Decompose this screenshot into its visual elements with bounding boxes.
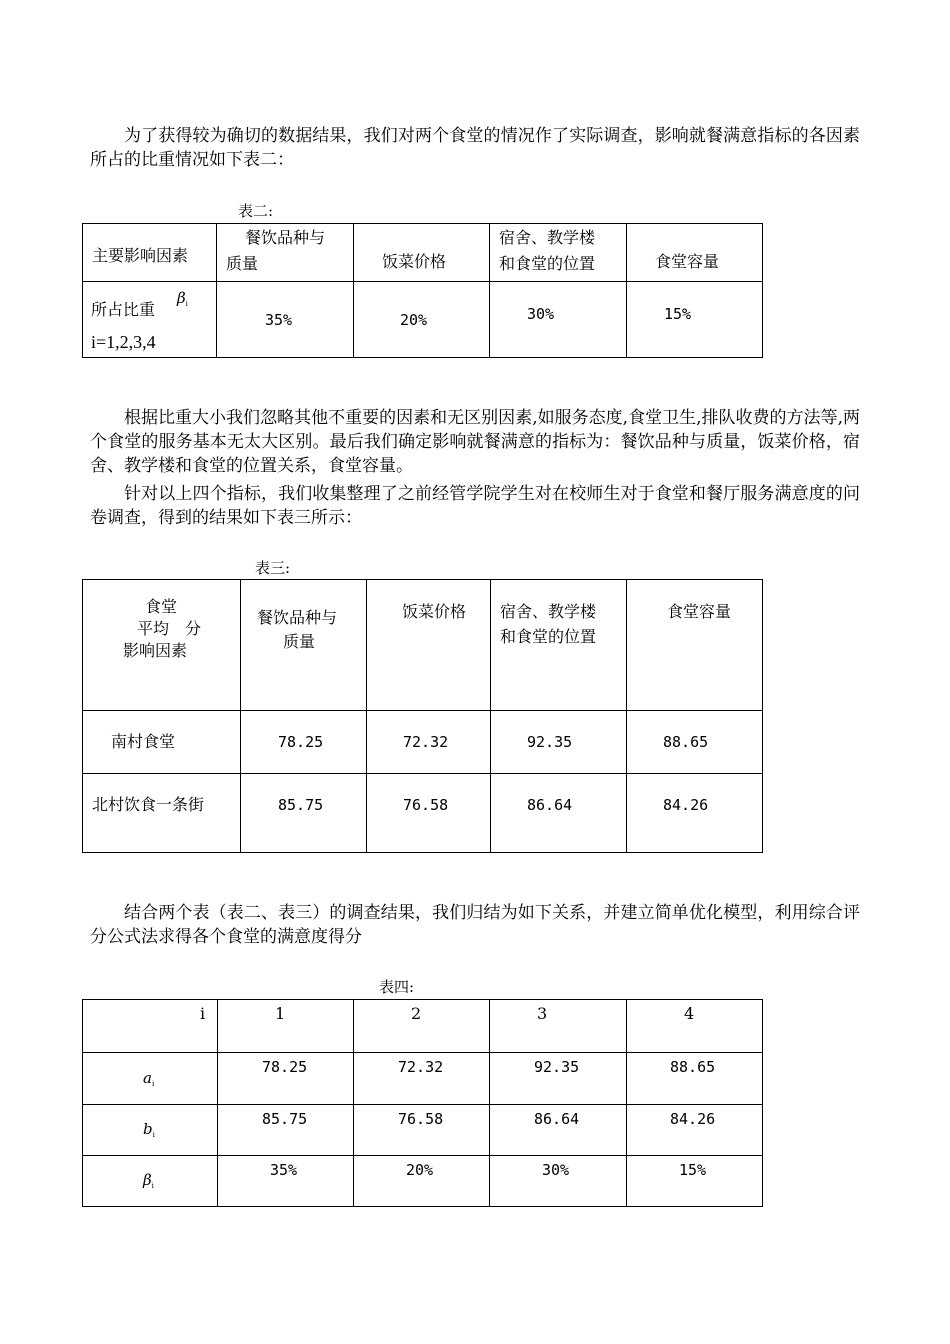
table4-index-header: i <box>83 1000 218 1053</box>
table4-value-cell: 92.35 <box>490 1053 627 1105</box>
table2-header-cell: 饭菜价格 <box>354 224 490 282</box>
table4-value-cell: 85.75 <box>218 1105 354 1156</box>
table-row <box>83 1156 763 1207</box>
table3-header-cell: 饭菜价格 <box>367 580 491 711</box>
table4-value-cell: 15% <box>627 1156 763 1207</box>
table4-symbol-cell <box>83 1156 218 1207</box>
table2-header-cell: 餐饮品种与 质量 <box>217 224 354 282</box>
table2-row-header: 主要影响因素 <box>83 224 217 282</box>
table3-row-name: 北村饮食一条街 <box>83 774 241 853</box>
table-row <box>83 774 763 853</box>
table2-header-cell: 食堂容量 <box>627 224 763 282</box>
table4-symbol-cell <box>83 1105 218 1156</box>
table2-weight-label-cell: 所占比重 $\beta_i$ i=1,2,3,4 <box>83 282 217 358</box>
table3-corner-cell: 食堂 平均 分 影响因素 <box>83 580 241 711</box>
model-paragraph: 结合两个表（表二、表三）的调查结果，我们归结为如下关系，并建立简单优化模型，利用综合评分公式法求得各个食堂的满意度得分 <box>90 903 860 947</box>
table4-symbol-cell <box>83 1053 218 1105</box>
table3-value-cell: 86.64 <box>491 774 627 853</box>
table3-row-name: 南村食堂 <box>83 711 241 774</box>
table4-caption: 表四: <box>379 978 415 996</box>
table4-index-cell: 4 <box>627 1000 763 1053</box>
table-row <box>83 1105 763 1156</box>
table3-value-cell: 76.58 <box>367 774 491 853</box>
table2-value-cell: 30% <box>490 282 627 358</box>
intro-paragraph: 为了获得较为确切的数据结果，我们对两个食堂的情况作了实际调查，影响就餐满意指标的各因素所占的比重情况如下表二： <box>90 126 860 170</box>
beta-symbol: $\beta_i$ <box>177 289 188 308</box>
table4-index-cell: 3 <box>490 1000 627 1053</box>
table3-header-cell: 餐饮品种与 质量 <box>241 580 367 711</box>
table4-value-cell: 86.64 <box>490 1105 627 1156</box>
table3 <box>82 579 763 853</box>
table4 <box>82 999 763 1207</box>
table3-caption: 表三: <box>255 559 291 577</box>
table3-header-cell: 食堂容量 <box>627 580 763 711</box>
table3-value-cell: 88.65 <box>627 711 763 774</box>
table3-value-cell: 72.32 <box>367 711 491 774</box>
table3-value-cell: 84.26 <box>627 774 763 853</box>
table4-value-cell: 84.26 <box>627 1105 763 1156</box>
table4-value-cell: 76.58 <box>354 1105 490 1156</box>
table2-value-cell: 15% <box>627 282 763 358</box>
table3-value-cell: 92.35 <box>491 711 627 774</box>
table4-index-cell: 1 <box>218 1000 354 1053</box>
table4-value-cell: 88.65 <box>627 1053 763 1105</box>
table-row <box>83 711 763 774</box>
table4-value-cell: 30% <box>490 1156 627 1207</box>
table3-value-cell: 85.75 <box>241 774 367 853</box>
survey-paragraph: 针对以上四个指标，我们收集整理了之前经管学院学生对在校师生对于食堂和餐厅服务满意度的问卷调查，得到的结果如下表三所示： <box>90 484 860 528</box>
selection-paragraph: 根据比重大小我们忽略其他不重要的因素和无区别因素,如服务态度,食堂卫生,排队收费的方法等,两个食堂的服务基本无太大区别。最后我们确定影响就餐满意的指标为：餐饮品种与质量，饭菜价格，宿舍、教学楼和食堂的位置关系，食堂容量。 <box>90 408 860 476</box>
table2 <box>82 223 763 358</box>
table3-header-cell: 宿舍、教学楼 和食堂的位置 <box>491 580 627 711</box>
table-row <box>83 1053 763 1105</box>
table4-value-cell: 78.25 <box>218 1053 354 1105</box>
a-symbol: $a_i$ <box>143 1069 155 1088</box>
table4-value-cell: 72.32 <box>354 1053 490 1105</box>
table2-header-cell: 宿舍、教学楼 和食堂的位置 <box>490 224 627 282</box>
table2-value-cell: 35% <box>217 282 354 358</box>
table3-value-cell: 78.25 <box>241 711 367 774</box>
table4-value-cell: 35% <box>218 1156 354 1207</box>
table2-value-cell: 20% <box>354 282 490 358</box>
b-symbol: $b_i$ <box>143 1120 155 1139</box>
table2-caption: 表二: <box>238 202 274 220</box>
beta-symbol: $\beta_i$ <box>143 1171 154 1190</box>
table4-index-cell: 2 <box>354 1000 490 1053</box>
table4-value-cell: 20% <box>354 1156 490 1207</box>
